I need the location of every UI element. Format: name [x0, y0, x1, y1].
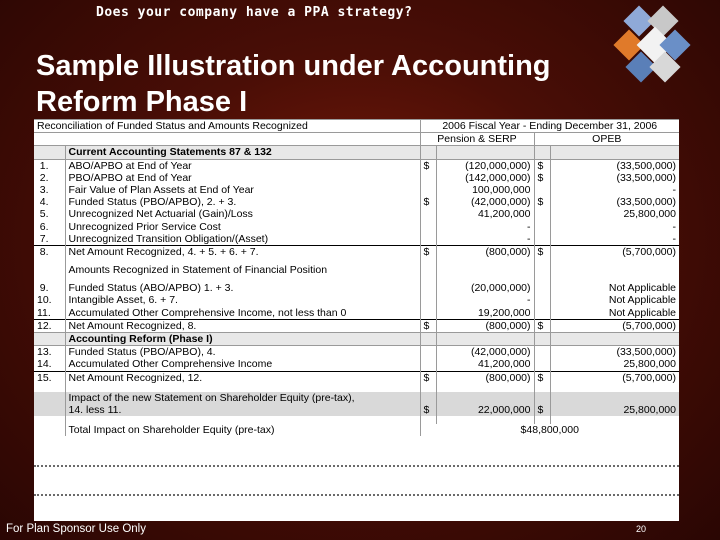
row-label: Net Amount Recognized, 8. — [65, 319, 420, 332]
row-label: ABO/APBO at End of Year — [65, 159, 420, 172]
table-row — [34, 172, 679, 184]
page-number: 20 — [636, 524, 647, 534]
total-impact-label: Total Impact on Shareholder Equity (pre-tax) — [65, 424, 420, 436]
opeb-value: (33,500,000) — [616, 171, 676, 184]
opeb-value: (33,500,000) — [616, 196, 676, 209]
pension-currency — [420, 346, 436, 359]
gap-cell — [550, 384, 679, 392]
impact-empty-cell — [420, 392, 436, 404]
section-empty-cell — [420, 146, 436, 159]
impact-row-2 — [34, 404, 679, 416]
opeb-value: 25,800,000 — [623, 358, 676, 371]
pension-value: 41,200,000 — [436, 358, 534, 371]
section-title: Accounting Reform (Phase I) — [65, 333, 420, 346]
slide-title-line1: Sample Illustration under Accounting — [36, 50, 551, 82]
total-blank — [34, 424, 65, 436]
opeb-value: - — [672, 184, 676, 197]
table-row — [34, 184, 679, 196]
pension-value: (20,000,000) — [436, 282, 534, 294]
impact-opeb-value: 25,800,000 — [550, 404, 679, 416]
row-number: 6. — [34, 221, 65, 233]
pension-value: (42,000,000) — [436, 196, 534, 208]
table-subheader-row — [34, 133, 679, 146]
opeb-currency: $ — [534, 196, 550, 208]
impact-pension-value: 22,000,000 — [436, 404, 534, 416]
table-row — [34, 282, 679, 294]
table-row — [34, 346, 679, 359]
pension-currency — [420, 294, 436, 306]
opeb-currency — [534, 307, 550, 320]
pension-currency — [420, 282, 436, 294]
table-row — [34, 294, 679, 306]
pension-value: - — [436, 221, 534, 233]
pension-currency — [420, 172, 436, 184]
opeb-value: (5,700,000) — [550, 246, 679, 259]
row-label: PBO/APBO at End of Year — [65, 172, 420, 184]
row-number: 2. — [34, 172, 65, 184]
row-label: Funded Status (ABO/APBO) 1. + 3. — [65, 282, 420, 294]
row-number: 7. — [34, 233, 65, 246]
header-row-label: Reconciliation of Funded Status and Amounts Recognized — [34, 120, 420, 133]
section-empty-cell — [534, 146, 550, 159]
opeb-value: - — [672, 220, 676, 233]
opeb-currency: $ — [534, 159, 550, 172]
pension-value: - — [436, 233, 534, 246]
pension-value: 19,200,000 — [436, 307, 534, 320]
pension-currency — [420, 358, 436, 371]
section-title: Current Accounting Statements 87 & 132 — [65, 146, 420, 159]
row-number: 1. — [34, 159, 65, 172]
pension-currency: $ — [420, 196, 436, 208]
reconciliation-table — [34, 119, 679, 436]
impact-label-line1: Impact of the new Statement on Shareholder Equity (pre-tax), — [65, 392, 420, 404]
dotted-separator-top — [34, 465, 679, 467]
pension-currency: $ — [420, 159, 436, 172]
pension-value: (42,000,000) — [436, 346, 534, 359]
pension-value: (800,000) — [436, 246, 534, 259]
gap-cell — [65, 384, 420, 392]
impact-empty-cell — [534, 392, 550, 404]
gap-cell — [534, 416, 550, 424]
header-pension: Pension & SERP — [420, 133, 534, 146]
opeb-value: (5,700,000) — [550, 319, 679, 332]
impact-label-line2: 14. less 11. — [65, 404, 420, 416]
gap-cell — [420, 384, 436, 392]
header-blank — [34, 133, 420, 146]
gap-row-2 — [34, 416, 679, 424]
table-row — [34, 233, 679, 246]
impact-opeb-currency: $ — [534, 404, 550, 416]
row-number: 4. — [34, 196, 65, 208]
opeb-currency: $ — [534, 319, 550, 332]
table-row — [34, 371, 679, 384]
opeb-currency: $ — [534, 172, 550, 184]
gap-row — [34, 384, 679, 392]
total-impact-row — [34, 424, 679, 436]
row-label: Net Amount Recognized, 12. — [65, 371, 420, 384]
pension-currency: $ — [420, 246, 436, 259]
table-row — [34, 319, 679, 332]
row-label: Intangible Asset, 6. + 7. — [65, 294, 420, 306]
section-empty-cell — [436, 333, 534, 346]
header-opeb: OPEB — [534, 133, 679, 146]
impact-pension-currency: $ — [420, 404, 436, 416]
header-fiscal-year: 2006 Fiscal Year - Ending December 31, 2006 — [420, 120, 679, 133]
section-empty-cell — [550, 258, 679, 282]
pension-currency — [420, 307, 436, 320]
reconciliation-table-panel — [34, 119, 679, 521]
row-number: 3. — [34, 184, 65, 196]
pension-value: 41,200,000 — [436, 208, 534, 220]
row-number: 9. — [34, 282, 65, 294]
impact-blank — [34, 404, 65, 416]
total-impact-value: $48,800,000 — [520, 424, 579, 437]
pension-currency: $ — [420, 319, 436, 332]
section-empty-cell — [436, 258, 534, 282]
gap-cell — [34, 384, 65, 392]
opeb-currency: $ — [534, 371, 550, 384]
gap-cell — [534, 384, 550, 392]
section-empty-cell — [534, 333, 550, 346]
table-row — [34, 221, 679, 233]
section-empty-cell — [436, 146, 534, 159]
table-row — [34, 159, 679, 172]
footer-disclaimer: For Plan Sponsor Use Only — [6, 523, 146, 535]
row-number: 14. — [34, 358, 65, 371]
pension-value: (142,000,000) — [436, 172, 534, 184]
opeb-value: (33,500,000) — [616, 159, 676, 172]
row-number: 13. — [34, 346, 65, 359]
row-number: 15. — [34, 371, 65, 384]
section-empty-cell — [550, 333, 679, 346]
opeb-currency — [534, 358, 550, 371]
section-empty-cell — [534, 258, 550, 282]
gap-cell — [34, 416, 65, 424]
opeb-value: (33,500,000) — [616, 346, 676, 359]
impact-empty-cell — [550, 392, 679, 404]
section-blank — [34, 258, 65, 282]
table-row — [34, 196, 679, 208]
row-label: Funded Status (PBO/APBO), 2. + 3. — [65, 196, 420, 208]
opeb-currency — [534, 184, 550, 196]
row-label: Unrecognized Net Actuarial (Gain)/Loss — [65, 208, 420, 220]
gap-cell — [65, 416, 420, 424]
section-empty-cell — [550, 146, 679, 159]
row-number: 11. — [34, 307, 65, 320]
pension-currency: $ — [420, 371, 436, 384]
slide-title-line2: Reform Phase I — [36, 86, 248, 118]
opeb-currency — [534, 208, 550, 220]
impact-blank — [34, 392, 65, 404]
table-header-row — [34, 120, 679, 133]
pension-currency — [420, 233, 436, 246]
row-number: 12. — [34, 319, 65, 332]
gap-cell — [420, 416, 436, 424]
row-number: 10. — [34, 294, 65, 306]
pension-value: (120,000,000) — [436, 159, 534, 172]
opeb-value: 25,800,000 — [623, 208, 676, 221]
opeb-currency: $ — [534, 246, 550, 259]
opeb-value: Not Applicable — [608, 306, 676, 319]
pension-currency — [420, 208, 436, 220]
row-label: Unrecognized Transition Obligation/(Asset) — [65, 233, 420, 246]
gap-cell — [436, 384, 534, 392]
opeb-value: - — [672, 232, 676, 245]
section-title-row — [34, 258, 679, 282]
row-label: Funded Status (PBO/APBO), 4. — [65, 346, 420, 359]
pension-currency — [420, 184, 436, 196]
dotted-separator-bottom — [34, 494, 679, 496]
section-title: Amounts Recognized in Statement of Financial Position — [65, 258, 420, 282]
impact-row-1 — [34, 392, 679, 404]
row-label: Unrecognized Prior Service Cost — [65, 221, 420, 233]
row-label: Accumulated Other Comprehensive Income — [65, 358, 420, 371]
section-empty-cell — [420, 333, 436, 346]
slide-title — [36, 48, 616, 120]
pension-value: (800,000) — [436, 319, 534, 332]
section-title-row — [34, 333, 679, 346]
table-row — [34, 358, 679, 371]
opeb-currency — [534, 346, 550, 359]
row-label: Net Amount Recognized, 4. + 5. + 6. + 7. — [65, 246, 420, 259]
gap-cell — [550, 416, 679, 424]
opeb-currency — [534, 294, 550, 306]
section-blank — [34, 333, 65, 346]
row-number: 5. — [34, 208, 65, 220]
pinwheel-logo-icon — [612, 4, 692, 84]
table-row — [34, 246, 679, 259]
pension-value: (800,000) — [436, 371, 534, 384]
row-number: 8. — [34, 246, 65, 259]
section-empty-cell — [420, 258, 436, 282]
table-row — [34, 208, 679, 220]
opeb-currency — [534, 221, 550, 233]
pension-value: 100,000,000 — [436, 184, 534, 196]
impact-empty-cell — [436, 392, 534, 404]
pension-value: - — [436, 294, 534, 306]
pension-currency — [420, 221, 436, 233]
table-row — [34, 307, 679, 320]
opeb-currency — [534, 233, 550, 246]
row-label: Accumulated Other Comprehensive Income, not less than 0 — [65, 307, 420, 320]
row-label: Fair Value of Plan Assets at End of Year — [65, 184, 420, 196]
gap-cell — [436, 416, 534, 424]
opeb-value: Not Applicable — [608, 294, 676, 307]
section-title-row — [34, 146, 679, 159]
section-blank — [34, 146, 65, 159]
opeb-currency — [534, 282, 550, 294]
slide-banner: Does your company have a PPA strategy? — [96, 5, 413, 20]
opeb-value: Not Applicable — [608, 282, 676, 295]
opeb-value: (5,700,000) — [550, 371, 679, 384]
